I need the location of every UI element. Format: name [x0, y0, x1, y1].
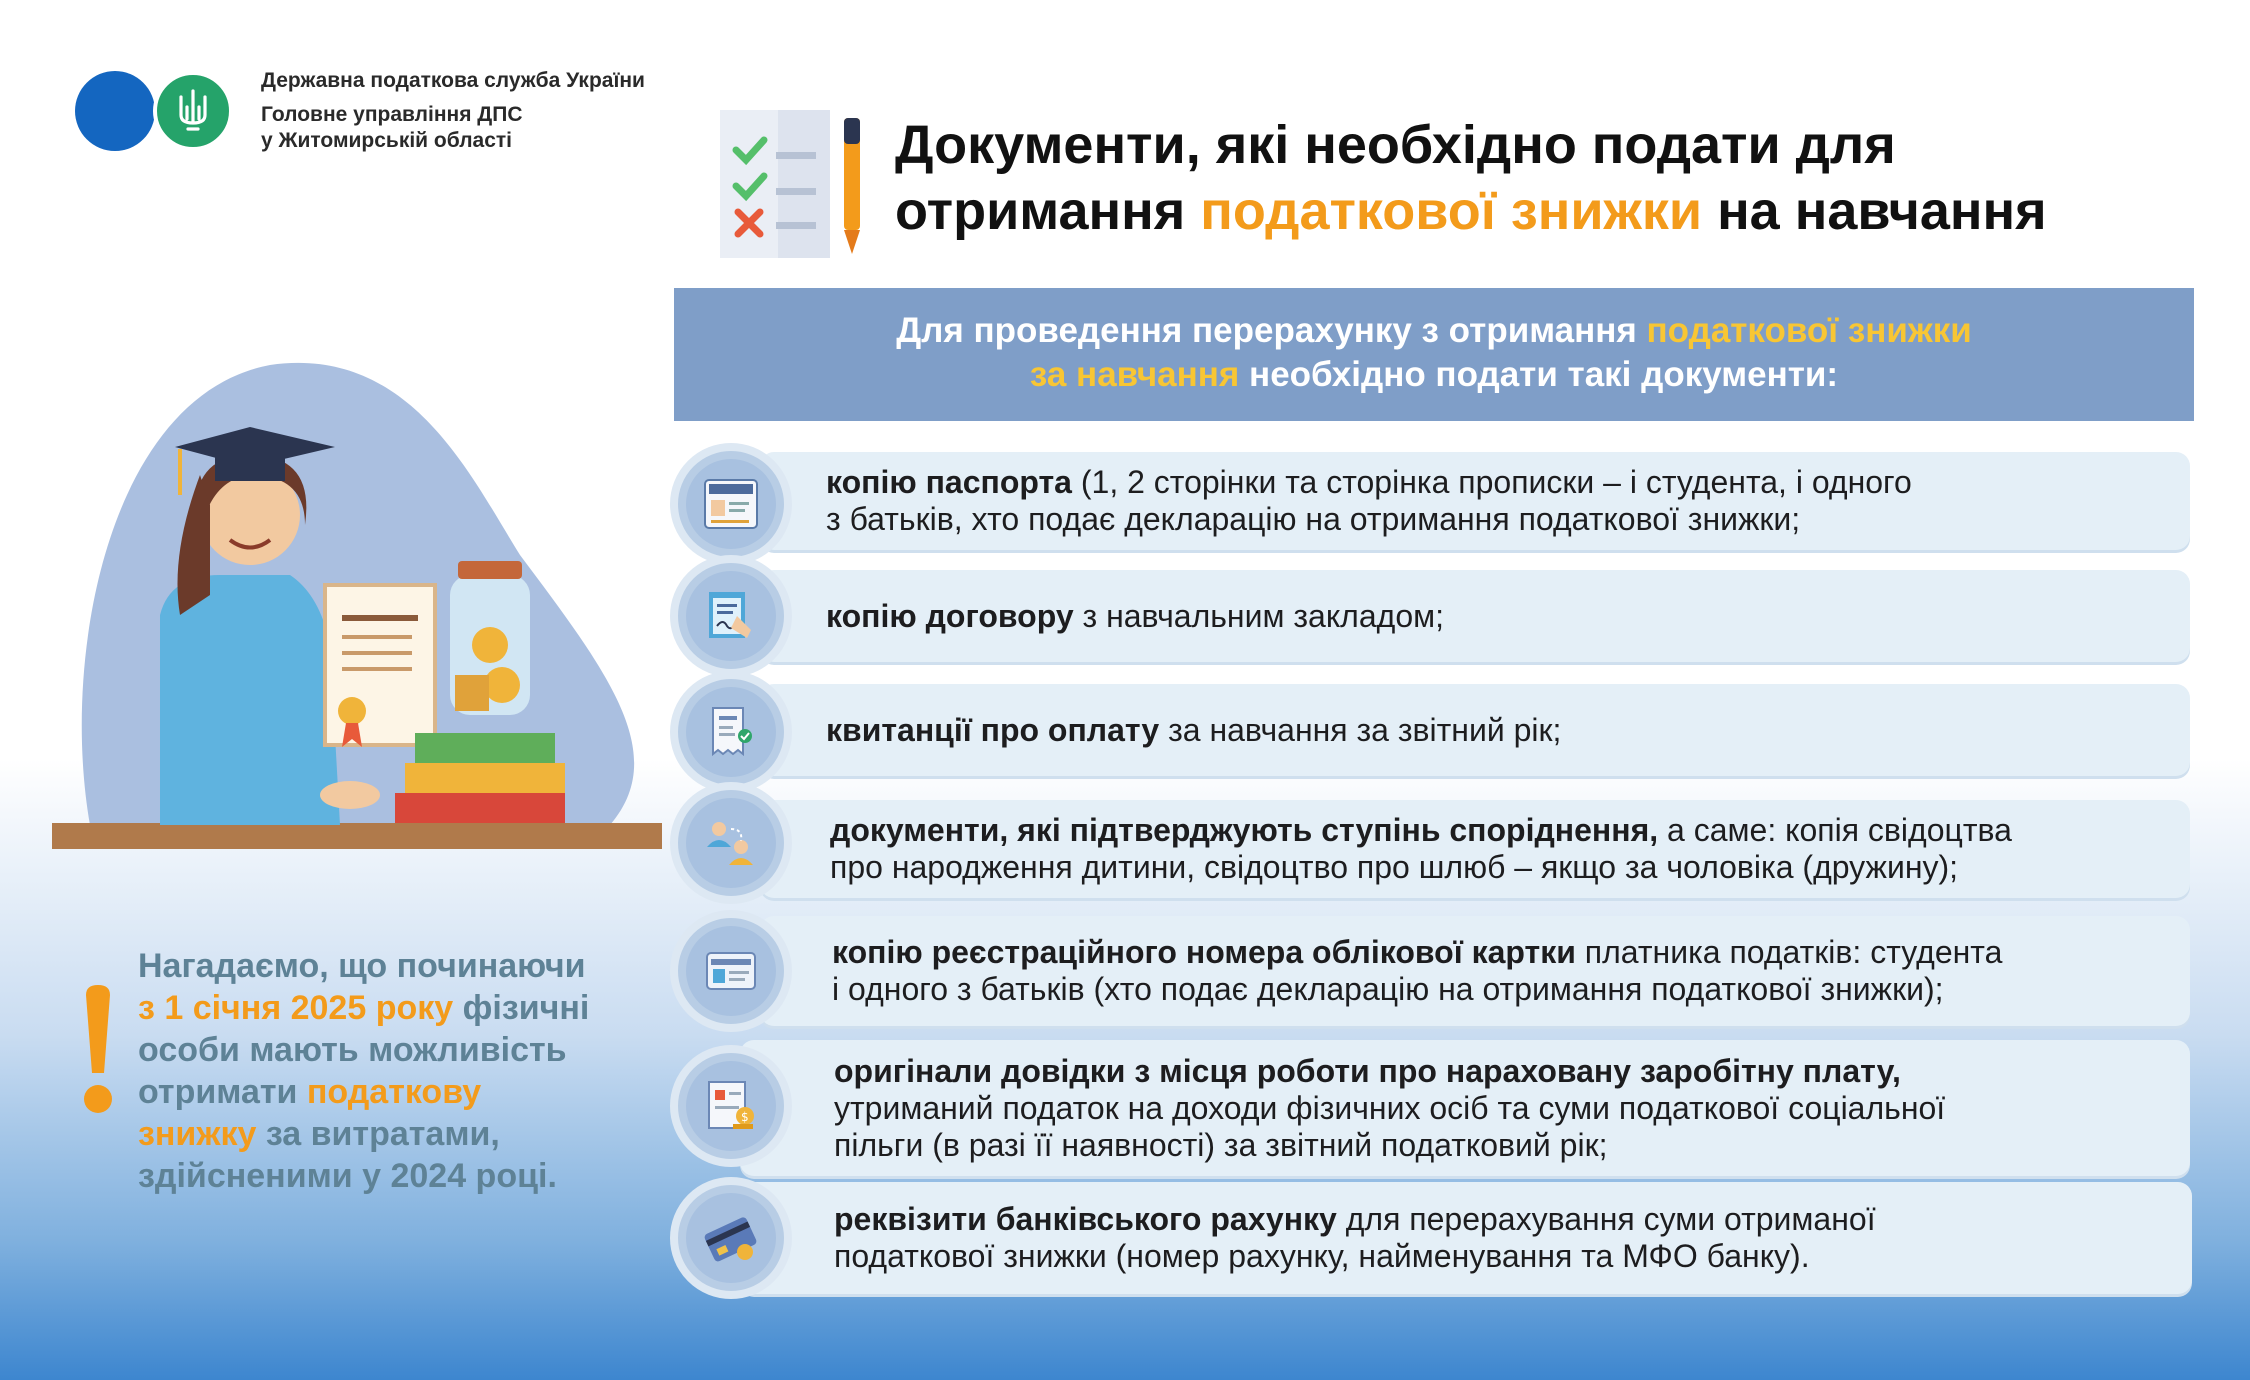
- item-text: [834, 1201, 1876, 1275]
- item-rest: з навчальним закладом;: [1073, 597, 1444, 634]
- item-bold: квитанції про оплату: [826, 711, 1160, 748]
- banner-highlight-1: податкової знижки: [1646, 311, 1972, 350]
- title-line2-c: на навчання: [1702, 181, 2047, 241]
- item-text: [826, 464, 1912, 538]
- item-text: [830, 812, 2012, 886]
- logo: [75, 68, 645, 154]
- logo-line1: Державна податкова служба України: [261, 69, 645, 92]
- item-rest: а саме: копія свідоцтва: [1658, 812, 2012, 848]
- item-text: [834, 1053, 1945, 1164]
- reminder-line: [138, 1113, 589, 1155]
- checklist-icon: [718, 108, 878, 260]
- salary-certificate-icon: [670, 1045, 792, 1167]
- logo-line2: Головне управління ДПС: [261, 103, 523, 126]
- list-item: [760, 452, 2190, 550]
- item-bold: копію договору: [826, 597, 1074, 634]
- item-text: [826, 712, 1561, 749]
- item-rest: (1, 2 сторінки та сторінка прописки – і студента, і одного: [1071, 464, 1912, 500]
- item-bold: документи, які підтверджують ступінь споріднення,: [830, 812, 1659, 848]
- id-card-icon: [670, 910, 792, 1032]
- svg-text:$: $: [741, 1110, 749, 1124]
- item-rest: для перерахування суми отриманої: [1336, 1201, 1876, 1237]
- passport-icon: [670, 443, 792, 565]
- exclamation-icon: [80, 985, 116, 1115]
- item-rest: про народження дитини, свідоцтво про шлюб – якщо за чоловіка (дружину);: [830, 849, 1959, 885]
- banner-text-a: Для проведення перерахунку з отримання: [896, 311, 1647, 350]
- reminder-line: Нагадаємо, що починаючи: [138, 947, 586, 985]
- item-bold: копію реєстраційного номера облікової картки: [832, 934, 1576, 970]
- list-item: [740, 1040, 2190, 1176]
- list-item: [760, 684, 2190, 776]
- item-rest: податкової знижки (номер рахунку, найменування та МФО банку).: [834, 1238, 1810, 1274]
- item-text: [826, 598, 1444, 635]
- item-bold: реквізити банківського рахунку: [834, 1201, 1337, 1237]
- page-title: [895, 112, 2047, 244]
- documents-banner: [674, 288, 2194, 421]
- student-illustration: [50, 355, 670, 855]
- list-item: [760, 570, 2190, 662]
- item-text: [832, 934, 2002, 1008]
- reminder-highlight: знижку: [138, 1115, 257, 1153]
- contract-icon: [670, 555, 792, 677]
- item-rest: і одного з батьків (хто подає декларацію на отримання податкової знижки);: [832, 971, 1944, 1007]
- item-bold: копію паспорта: [826, 464, 1072, 500]
- reminder-date: з 1 січня 2025 року: [138, 989, 454, 1027]
- trident-icon: [153, 71, 233, 151]
- title-highlight: податкової знижки: [1200, 181, 1703, 241]
- item-rest: з батьків, хто подає декларацію на отримання податкової знижки;: [826, 501, 1801, 537]
- item-rest: утриманий податок на доходи фізичних осіб та суми податкової соціальної: [834, 1089, 1946, 1126]
- list-item: [740, 1182, 2192, 1294]
- logo-blue-circle: [75, 71, 155, 151]
- item-rest: платника податків: студента: [1575, 934, 2003, 970]
- item-rest: за навчання за звітний рік;: [1159, 711, 1562, 748]
- reminder-text: отримати: [138, 1073, 307, 1111]
- reminder-text: за витратами,: [256, 1115, 500, 1153]
- logo-line3: у Житомирській області: [261, 129, 513, 152]
- title-line1: Документи, які необхідно подати для: [895, 115, 1896, 175]
- list-item: [760, 800, 2190, 898]
- reminder-text: фізичні: [453, 989, 590, 1027]
- receipt-icon: [670, 671, 792, 793]
- logo-text: [261, 68, 645, 154]
- item-bold: оригінали довідки з місця роботи про нараховану заробітну плату,: [834, 1052, 1901, 1089]
- banner-highlight-2: за навчання: [1029, 355, 1240, 394]
- reminder-line: особи мають можливість: [138, 1031, 567, 1069]
- logo-emblem: [75, 71, 235, 151]
- reminder-line: здійсненими у 2024 році.: [138, 1157, 557, 1195]
- banner-text-d: необхідно подати такі документи:: [1239, 355, 1839, 394]
- reminder-highlight: податкову: [306, 1073, 482, 1111]
- item-rest: пільги (в разі її наявності) за звітний податковий рік;: [834, 1126, 1608, 1163]
- family-icon: [670, 782, 792, 904]
- title-line2-a: отримання: [895, 181, 1201, 241]
- bank-card-icon: [670, 1177, 792, 1299]
- reminder-line: [138, 987, 589, 1029]
- title-line2: [895, 178, 2047, 244]
- reminder-line: [138, 1071, 589, 1113]
- list-item: [760, 916, 2190, 1026]
- reminder-note: [138, 945, 589, 1197]
